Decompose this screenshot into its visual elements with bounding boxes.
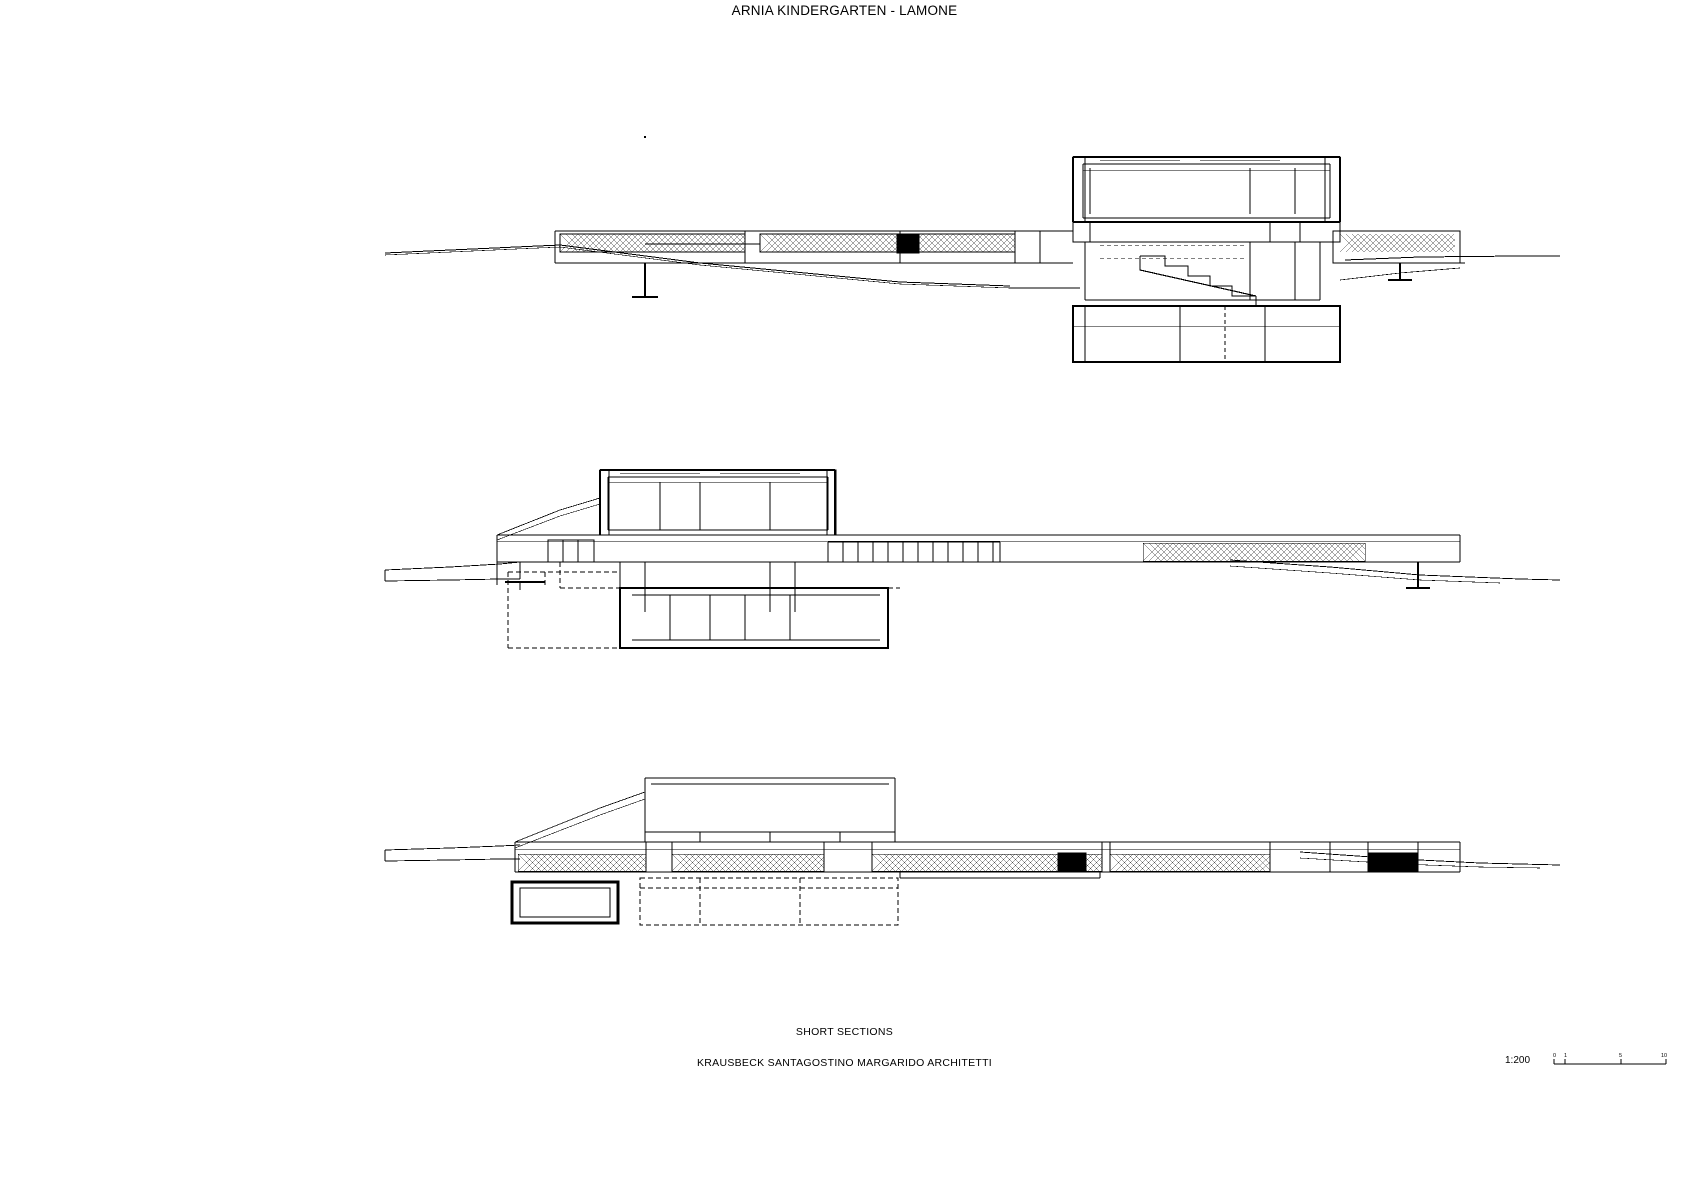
scale-tick-10: 10 xyxy=(1661,1053,1668,1059)
scale-tick-0: 0 xyxy=(1553,1053,1557,1059)
office-credit: KRAUSBECK SANTAGOSTINO MARGARIDO ARCHITETTI xyxy=(696,1057,993,1069)
sheet-caption: SHORT SECTIONS xyxy=(795,1026,894,1038)
scale-label: 1:200 xyxy=(1505,1055,1531,1066)
short-section-lower xyxy=(0,760,1689,1020)
short-section-upper xyxy=(0,130,1689,490)
page-title: ARNIA KINDERGARTEN - LAMONE xyxy=(731,3,958,18)
scale-tick-5: 5 xyxy=(1619,1053,1623,1059)
short-section-middle xyxy=(0,440,1689,760)
scale-bar xyxy=(1550,1050,1670,1074)
scale-tick-1: 1 xyxy=(1564,1053,1568,1059)
